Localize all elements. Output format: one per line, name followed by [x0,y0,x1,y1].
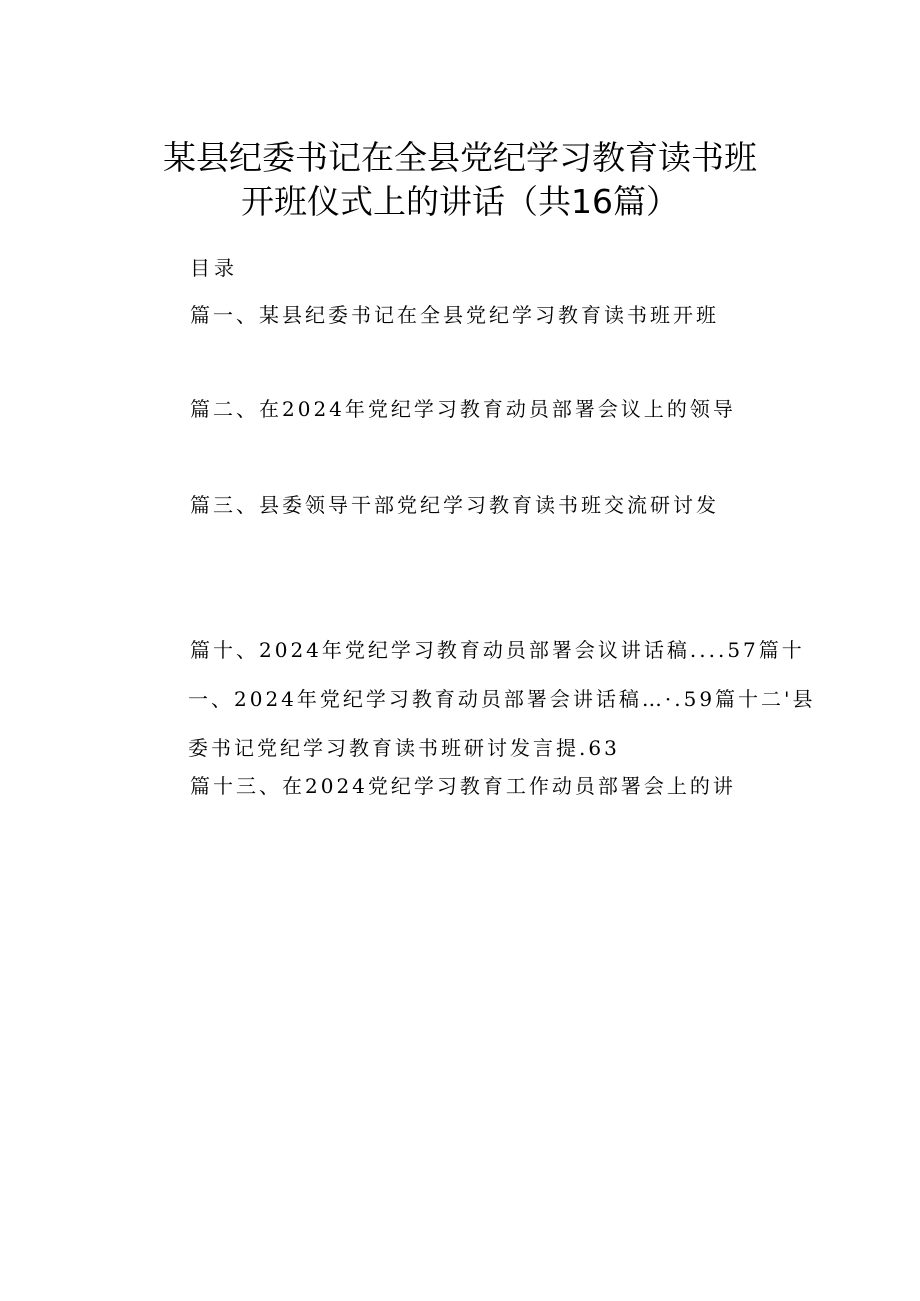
document-title-line-2: 开班仪式上的讲话（共16篇） [241,182,679,221]
document-title-line-1: 某县纪委书记在全县党纪学习教育读书班 [163,138,757,177]
toc-entry: 篇十、2024年党纪学习教育动员部署会议讲话稿....57篇十 [190,638,805,662]
toc-entry: 篇十三、在2024党纪学习教育工作动员部署会上的讲 [190,774,736,798]
toc-entry: 一、2024年党纪学习教育动员部署会讲话稿…·.59篇十二'县 [188,687,816,711]
toc-heading: 目录 [190,256,238,280]
toc-entry: 篇二、在2024年党纪学习教育动员部署会议上的领导 [190,397,736,421]
toc-entry: 篇三、县委领导干部党纪学习教育读书班交流研讨发 [190,493,719,517]
toc-entry: 篇一、某县纪委书记在全县党纪学习教育读书班开班 [190,303,719,327]
toc-entry: 委书记党纪学习教育读书班研讨发言提.63 [188,736,620,760]
